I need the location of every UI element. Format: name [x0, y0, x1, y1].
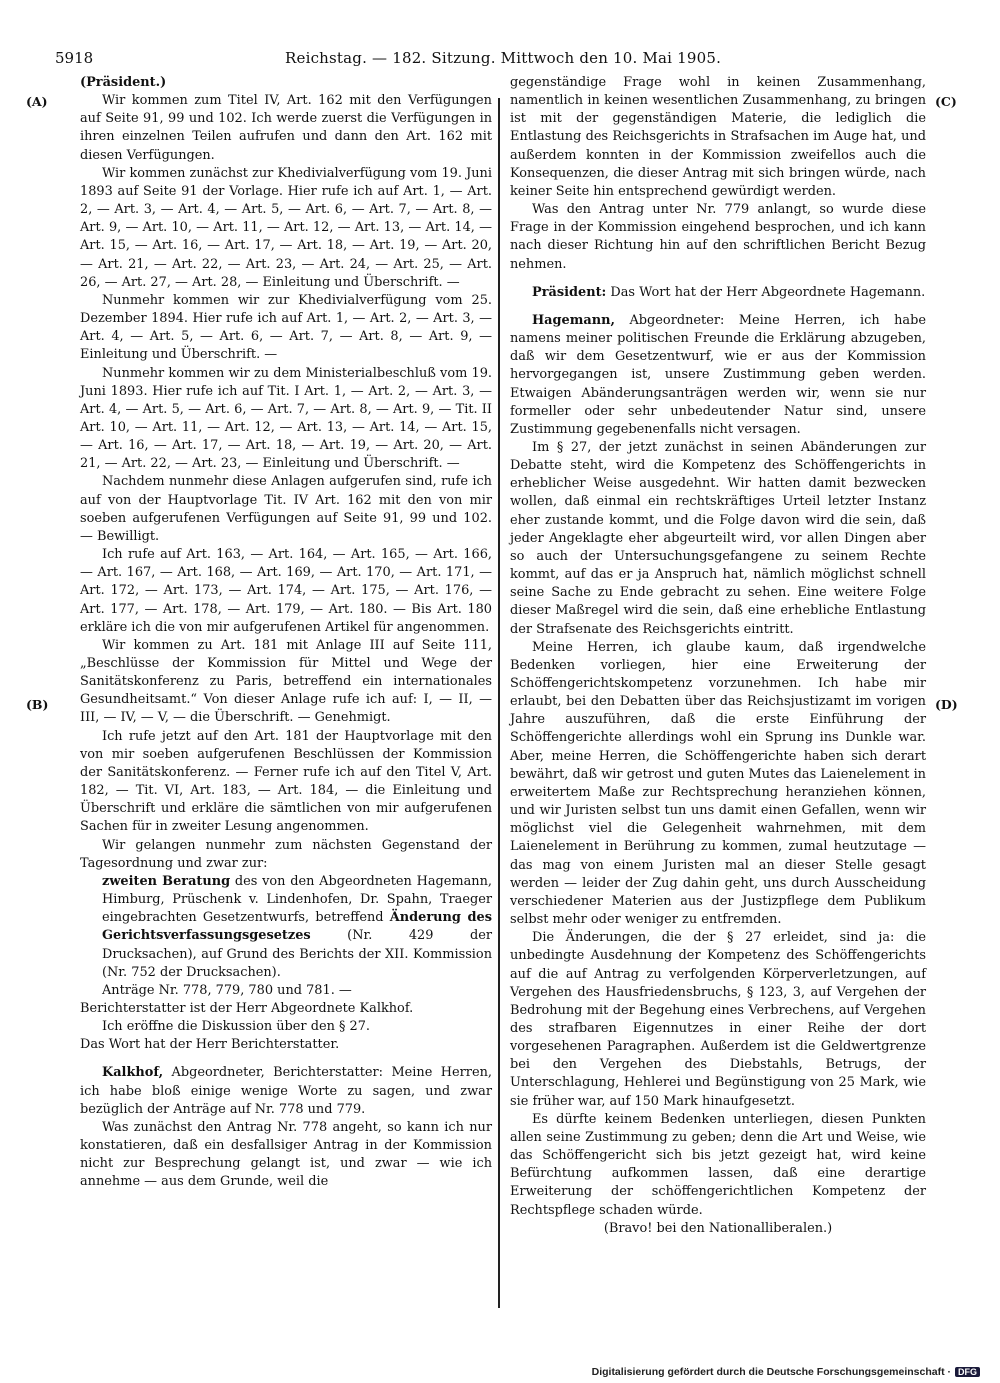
agenda-item: zweiten Beratung des von den Abgeordneten Hagemann, Himburg, Prüschenk v. Lindenhofen, Dr. Spahn, Traeger eingebrachten Gesetzentwurfs, betreffend Änderung des Gerichtsverfassungsgesetzes (Nr. 429 der Drucksachen), auf Grund des Berichts der XII. Kommission (Nr. 752 der Drucksachen).	[102, 873, 492, 980]
paragraph: Das Wort hat der Herr Berichterstatter.	[80, 1037, 340, 1053]
paragraph: Nunmehr kommen wir zur Khedivialverfügung vom 25. Dezember 1894. Hier rufe ich auf Art. 1, — Art. 2, — Art. 3, — Art. 4, — Art. 5, — Art. 6, — Art. 7, — Art. 8, — Art. 9, — Einleitung und Überschrift. —	[80, 292, 492, 363]
speaker-continuation: (Präsident.)	[80, 75, 167, 90]
speaker-paragraph: Präsident: Das Wort hat der Herr Abgeordnete Hagemann.	[532, 284, 926, 300]
paragraph: Wir kommen zunächst zur Khedivialverfügung vom 19. Juni 1893 auf Seite 91 der Vorlage. Hier rufe ich auf Art. 1, — Art. 2, — Art. 3, — Art. 4, — Art. 5, — Art. 6, — Art. 7, — Art. 8, — Art. 9, — Art. 10, — Art. 11, — Art. 12, — Art. 13, — Art. 14, — Art. 15, — Art. 16, — Art. 17, — Art. 18, — Art. 19, — Art. 20, — Art. 21, — Art. 22, — Art. 23, — Art. 24, — Art. 25, — Art. 26, — Art. 27, — Art. 28, — Einleitung und Überschrift. —	[80, 165, 492, 290]
paragraph: Ich rufe jetzt auf den Art. 181 der Hauptvorlage mit den von mir soeben aufgerufenen Beschlüssen der Kommission der Sanitätskonferenz. — Ferner rufe ich auf den Titel V, Art. 182, — Tit. VI, Art. 183, — Art. 184, — die Einleitung und Überschrift und erkläre die sämtlichen von mir aufgerufenen Sachen für in zweiter Lesung angenommen.	[80, 728, 492, 835]
column-divider	[498, 98, 500, 1308]
paragraph: Wir gelangen nunmehr zum nächsten Gegenstand der Tagesordnung und zwar zur:	[80, 837, 492, 871]
paragraph: Es dürfte keinem Bedenken unterliegen, diesen Punkten allen seine Zustimmung zu geben; denn die Art und Weise, wie das Schöffengericht sich bis jetzt gezeigt hat, wird keine Befürchtung aufkommen lassen, daß eine derartige Erweiterung der schöffengerichtlichen Kompetenz der Rechtspflege schaden würde.	[510, 1111, 926, 1218]
page-number: 5918	[55, 49, 94, 67]
paragraph: Was zunächst den Antrag Nr. 778 angeht, so kann ich nur konstatieren, daß ein desfallsiger Antrag in der Kommission nicht zur Besprechung gelangt ist, und zwar — wie ich annehme — aus dem Grunde, weil die	[80, 1119, 492, 1190]
applause-note: (Bravo! bei den Nationalliberalen.)	[603, 1220, 833, 1236]
paragraph: Die Änderungen, die der § 27 erleidet, sind ja: die unbedingte Ausdehnung der Kompetenz des Schöffengerichts auf die auf Antrag zu verfolgenden Körperverletzungen, auf Vergehen des Hausfriedensbruchs, § 123, 3, auf Vergehen der Bedrohung mit der Begehung eines Verbrechens, auf Vergehen des strafbaren Eigennutzes in einer Reihe der dort vorgesehenen Paragraphen. Außerdem ist die Geldwertgrenze bei den Vergehen des Diebstahls, Betrugs, der Unterschlagung, Hehlerei und Begünstigung von 25 Mark, wie sie früher war, auf 150 Mark hinaufgesetzt.	[510, 930, 926, 1109]
margin-marker-b: (B)	[26, 697, 49, 712]
paragraph: Wir kommen zu Art. 181 mit Anlage III auf Seite 111, „Beschlüsse der Kommission für Mittel und Wege der Sanitätskonferenz zu Paris, betreffend ein internationales Gesundheitsamt.“ Von dieser Anlage rufe ich auf: I, — II, — III, — IV, — V, — die Überschrift. — Genehmigt.	[80, 637, 492, 726]
margin-marker-d: (D)	[935, 697, 958, 712]
paragraph: gegenständige Frage wohl in keinen Zusammenhang, namentlich in keinen wesentlichen Zusammenhang, zu bringen ist mit der gegenständigen Materie, die lediglich die Entlastung des Reichsgerichts in Strafsachen im Auge hat, und außerdem konnten in der Kommission zweifellos auch die Konsequenzen, die dieser Antrag mit sich bringen würde, nach keiner Seite hin entsprechend gewürdigt werden.	[510, 75, 926, 199]
speaker-paragraph: Kalkhof, Abgeordneter, Berichterstatter: Meine Herren, ich habe bloß einige wenige Worte zu sagen, und zwar bezüglich der Anträge auf Nr. 778 und 779.	[80, 1065, 492, 1117]
paragraph: Nachdem nunmehr diese Anlagen aufgerufen sind, rufe ich auf von der Hauptvorlage Tit. IV Art. 162 mit den von mir soeben aufgerufenen Verfügungen auf Seite 91, 99 und 102. — Bewilligt.	[80, 474, 492, 544]
paragraph: Meine Herren, ich glaube kaum, daß irgendwelche Bedenken vorliegen, hier eine Erweiterung der Schöffengerichtskompetenz vorzunehmen. Ich habe mir erlaubt, bei den Debatten über das Reichsjustizamt im vorigen Jahre auszuführen, daß die erste Einführung der Schöffengerichte allerdings wohl ein Sprung ins Dunkle war. Aber, meine Herren, die Schöffengerichte haben sich derart bewährt, daß wir getrost und guten Mutes das Laienelement in erweitertem Maße zur Rechtsprechung heranziehen können, und wir Juristen selbst tun uns damit einen Gefallen, wenn wir möglichst viel die Gelegenheit wahrnehmen, mit dem Laienelement in Berührung zu kommen, zumal heutzutage — das mag von einem Juristen mal an dieser Stelle gesagt werden — leider der Zug dahin geht, uns durch Ausscheidung verschiedener Materien aus der Justizpflege dem Publikum selbst mehr oder weniger zu entfremden.	[510, 639, 926, 928]
paragraph: Ich rufe auf Art. 163, — Art. 164, — Art. 165, — Art. 166, — Art. 167, — Art. 168, — Art. 169, — Art. 170, — Art. 171, — Art. 172, — Art. 173, — Art. 174, — Art. 175, — Art. 176, — Art. 177, — Art. 178, — Art. 179, — Art. 180. — Bis Art. 180 erkläre ich die von mir aufgerufenen Artikel für angenommen.	[80, 547, 492, 635]
paragraph: Wir kommen zum Titel IV, Art. 162 mit den Verfügungen auf Seite 91, 99 und 102. Ich werde zuerst die Verfügungen in ihren einzelnen Teilen aufrufen und dann den Art. 162 mit diesen Verfügungen.	[80, 93, 492, 163]
margin-marker-c: (C)	[935, 94, 957, 109]
paragraph: Im § 27, der jetzt zunächst in seinen Abänderungen zur Debatte steht, wird die Kompetenz des Schöffengerichts in erheblicher Weise ausgedehnt. Wir hatten damit bezwecken wollen, daß einmal ein rechtskräftiges Urteil letzter Instanz eher zustande kommt, und die Folge davon wird die sein, daß jeder Angeklagte eher abgeurteilt wird, vor allen Dingen aber so auch der Untersuchungsgefangene zu seinem Rechte kommt, auf das er ja Anspruch hat, nämlich möglichst schnell seine Sache zu Ende gebracht zu sehen. Eine weitere Folge dieser Maßregel wird die sein, daß eine erhebliche Entlastung der Strafsenate des Reichsgerichts eintritt.	[510, 439, 926, 637]
paragraph: Was den Antrag unter Nr. 779 anlangt, so wurde diese Frage in der Kommission eingehend besprochen, und ich kann nach dieser Richtung hin auf den schriftlichen Bericht Bezug nehmen.	[510, 202, 926, 272]
paragraph: Anträge Nr. 778, 779, 780 und 781. —	[102, 982, 352, 998]
paragraph: Ich eröffne die Diskussion über den § 27.	[102, 1019, 371, 1035]
dfg-logo: DFG	[955, 1367, 980, 1377]
footer-credit	[592, 1366, 980, 1378]
paragraph: Nunmehr kommen wir zu dem Ministerialbeschluß vom 19. Juni 1893. Hier rufe ich auf Tit. I Art. 1, — Art. 2, — Art. 3, — Art. 4, — Art. 5, — Art. 6, — Art. 7, — Art. 8, — Art. 9, — Tit. II Art. 10, — Art. 11, — Art. 12, — Art. 13, — Art. 14, — Art. 15, — Art. 16, — Art. 17, — Art. 18, — Art. 19, — Art. 20, — Art. 21, — Art. 22, — Art. 23, — Einleitung und Überschrift. —	[80, 365, 492, 472]
page-header	[55, 46, 955, 70]
left-column	[80, 74, 492, 1192]
footer-text: Digitalisierung gefördert durch die Deutsche Forschungsgemeinschaft ·	[591, 1366, 951, 1378]
margin-marker-a: (A)	[26, 94, 48, 109]
speaker-paragraph: Hagemann, Abgeordneter: Meine Herren, ich habe namens meiner politischen Freunde die Erklärung abzugeben, daß wir dem Gesetzentwurf, wie er aus der Kommission hervorgegangen ist, unsere Zustimmung geben werden. Etwaigen Abänderungsanträgen werden wir, wenn sie nur formeller oder sehr unbedeutender Natur sind, unsere Zustimmung gegebenenfalls nicht versagen.	[510, 312, 926, 437]
running-title: Reichstag. — 182. Sitzung. Mittwoch den 10. Mai 1905.	[285, 49, 722, 67]
paragraph: Berichterstatter ist der Herr Abgeordnete Kalkhof.	[80, 1000, 414, 1016]
right-column	[510, 74, 926, 1238]
